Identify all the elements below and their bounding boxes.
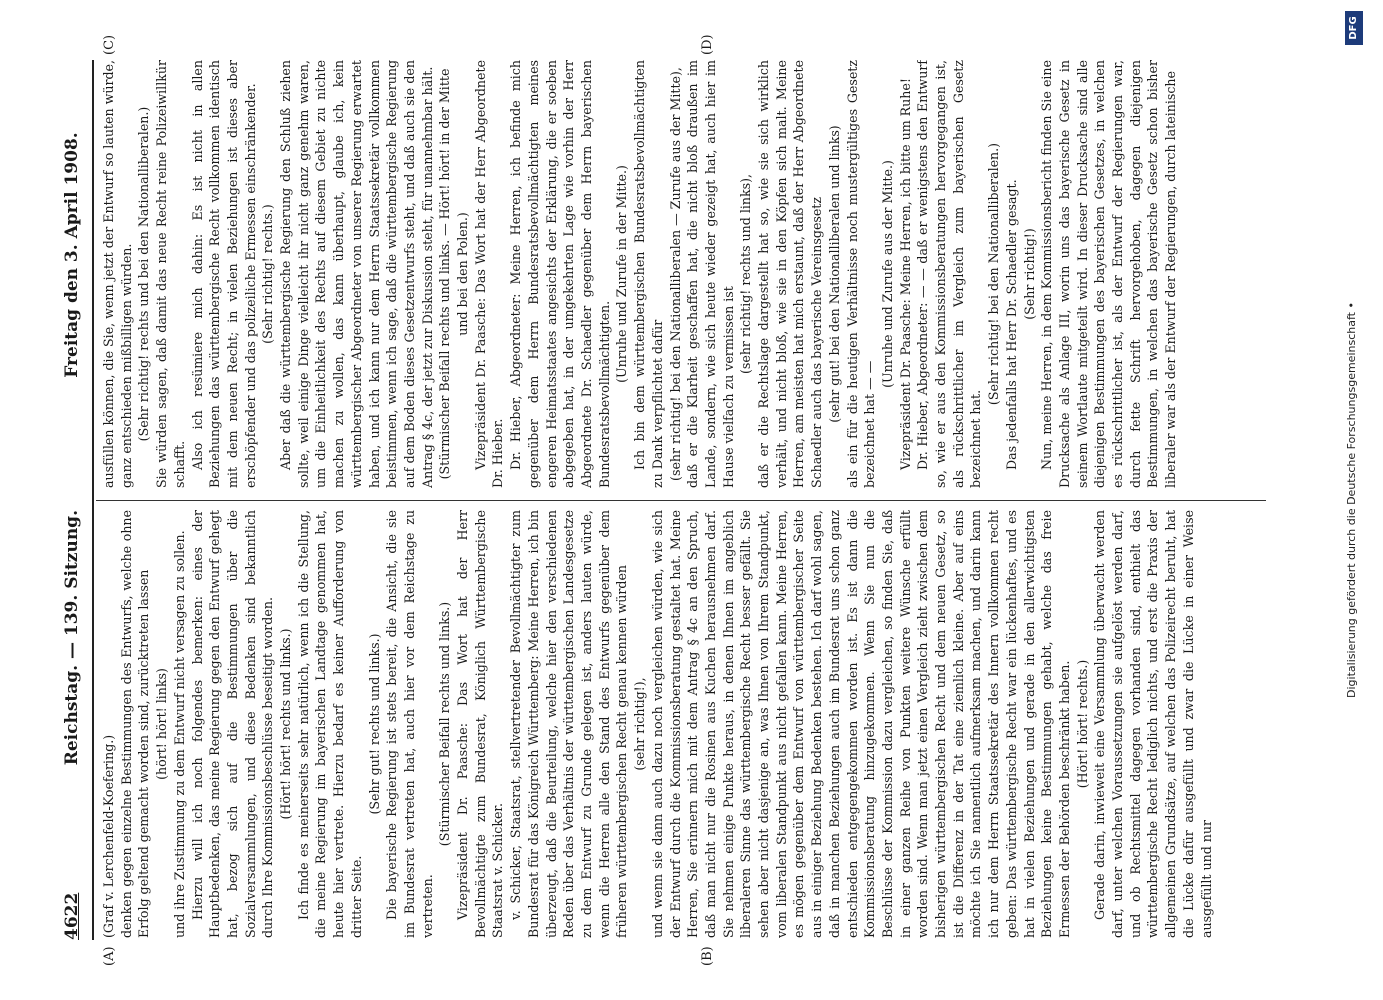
margin-marker-c: (C) xyxy=(102,34,117,55)
interjection: (Sehr richtig! rechts.) xyxy=(260,204,276,344)
speech-paragraph: Dr. Hieber, Abgeordneter: Meine Herren, ich befinde mich gegenüber dem Herrn Bundesratsbevollmächtigten meines engeren Heimatsstaates angesichts der Erklärung, die er soeben abgegeben hat, in der umgekehrten Lage wie vorhin der Herr Abgeordnete Dr. Schaedler gegenüber dem Herrn bayerischen Bundesratsbevollmächtigten. xyxy=(508,60,612,488)
paragraph: daß er die Klarheit geschaffen hat, die nicht bloß draußen im Lande, sondern, wie sich heute wieder gezeigt hat, auch hier im Hause vielfach zu vermissen ist xyxy=(685,60,736,488)
paragraph: Hierzu will ich noch folgendes bemerken: eines der Hauptbedenken, das meine Regierung gegen den Entwurf gehegt hat, bezog sich auf die Bestimmungen über die Sozialversammlungen, und diese Bedenken sind bekanntlich durch Ihre Kommissionsbeschlüsse beseitigt worden. xyxy=(189,510,276,938)
paragraph: Also ich resümiere mich dahin: Es ist nicht in allen Beziehungen das württembergische Recht vollkommen identisch mit dem neuen Recht; in vielen Beziehungen ist dieses aber erschöpfender und das polizeiliche Ermessen einschränkender. xyxy=(189,60,258,488)
margin-marker-d: (D) xyxy=(700,34,715,55)
interjection: (Hört! hört! rechts.) xyxy=(1074,659,1090,789)
interjection: (Sehr gut! rechts und links.) xyxy=(366,633,382,815)
margin-marker-a: (A) xyxy=(102,946,117,966)
interjection: (sehr richtig! rechts und links), xyxy=(738,173,754,375)
interjection: (Stürmischer Beifall rechts und links.) xyxy=(437,601,453,847)
paragraph: Sie würden sagen, daß damit das neue Recht reine Polizeiwillkür schafft. xyxy=(154,60,187,488)
interjection: (sehr richtig!), xyxy=(632,677,648,771)
speaker-announcement: Vizepräsident Dr. Paasche: Das Wort hat der Herr Bevollmächtigte zum Bundesrat, Königlich Württembergische Staatsrat v. Schicker. xyxy=(455,510,506,938)
paragraph: und wenn sie dann auch dazu noch vergleichen würden, wie sich der Entwurf durch die Kommissionsberatung gestaltet hat. Meine Herren, Sie erinnern mich mit dem Antrag § 4c an den Spruch, daß man nicht nur die Rosinen aus Kuchen herausnehmen darf. Sie nehmen einige Punkte heraus, in denen Ihnen im angeblich liberaleren Sinne das württembergische Recht besser gefällt. Sie sehen aber nicht dasjenige an, was Ihnen von Ihrem Standpunkt, vom liberalen Standpunkt aus nicht gefallen kann. Meine Herren, es mögen gegenüber dem Entwurf von württembergischer Seite aus in einiger Beziehung Bedenken bestehen. Ich darf wohl sagen, daß in manchen Beziehungen auch im Bundesrat uns schon ganz entschieden entgegengekommen worden ist. Es ist dann die Kommissionsberatung hinzugekommen. Wenn Sie nun die Beschlüsse der Kommission dazu vergleichen, so finden Sie, daß in einer ganzen Reihe von Punkten weitere Wünsche erfüllt worden sind. Wenn man jetzt einen Vergleich zieht zwischen dem bisherigen württembergischen Recht und dem neuen Gesetz, so ist die Differenz in der Tat eine ziemlich kleine. Aber auf eins möchte ich Sie namentlich aufmerksam machen, und darin kann ich nur dem Herrn Staatssekretär des Innern vollkommen recht geben: Das württembergische Recht war ein lückenhaftes, und es hat in vielen Beziehungen und gerade in den allerwichtigsten Beziehungen keine Bestimmungen gehabt, welche das freie Ermessen der Behörden beschränkt haben. xyxy=(649,510,1072,938)
page-header xyxy=(62,60,88,940)
interjection: (sehr richtig! bei den Nationalliberalen — Zurufe aus der Mitte), xyxy=(667,67,683,481)
speaker-continued: (Graf v. Lerchenfeld-Koefering.) xyxy=(101,734,116,938)
speaker-announcement: Vizepräsident Dr. Paasche: Das Wort hat der Herr Abgeordnete Dr. Hieber. xyxy=(472,60,506,488)
interjection: (Sehr richtig!) xyxy=(1021,228,1037,320)
column-divider xyxy=(96,500,1266,501)
interjection: (Hört! hört! rechts und links.) xyxy=(278,628,294,820)
interjection: (hört! hört! links) xyxy=(154,668,170,780)
paragraph: als ein für die heutigen Verhältnisse noch mustergültiges Gesetz bezeichnet hat — — xyxy=(844,60,878,488)
interjection: (Unruhe und Zurufe aus der Mitte.) xyxy=(879,160,895,388)
left-column xyxy=(100,510,1260,938)
paragraph: ausfüllen können, die Sie, wenn jetzt der Entwurf so lauten würde, ganz entschieden mißbilligen würden. xyxy=(101,60,134,488)
paragraph: Ich finde es meinerseits sehr natürlich, wenn ich die Stellung, die meine Regierung im bayerischen Landtage genommen hat, heute hier vertrete. Hierzu bedarf es keiner Aufforderung von dritter Seite. xyxy=(295,510,364,938)
speaker-announcement: Vizepräsident Dr. Paasche: Meine Herren, ich bitte um Ruhe! xyxy=(897,78,913,470)
interjection: (Sehr richtig! bei den Nationalliberalen.) xyxy=(986,142,1002,406)
right-column xyxy=(100,60,1260,488)
digitization-credit: Digitalisierung gefördert durch die Deutsche Forschungsgemeinschaft • xyxy=(1345,302,1358,698)
paragraph: Gerade darin, inwieweit eine Versammlung überwacht werden darf, unter welchen Voraussetzungen sie aufgelöst werden darf, und ob Rechtsmittel dagegen vorhanden sind, enthielt das württembergische Recht lediglich nichts, und erst die Praxis der allgemeinen Grundsätze, auf welchen das Polizeirecht beruht, hat die Lücke dafür ausgefüllt und zwar die Lücke in einer Weise ausgefüllt und nur xyxy=(1092,510,1214,938)
paragraph: daß er die Rechtslage dargestellt hat so, wie sie sich wirklich verhält, und nicht bloß, wie sie in den Köpfen sich malt. Meine Herren, am meisten hat mich erstaunt, daß der Herr Abgeordnete Schaedler auch das bayerische Vereinsgesetz xyxy=(756,60,825,488)
speech-paragraph: v. Schicker, Staatsrat, stellvertretender Bevollmächtigter zum Bundesrat für das Königreich Württemberg: Meine Herren, ich bin überzeugt, daß die Beurteilung, welche hier den verschiedenen Reden über das Verhältnis der württembergischen Landesgesetze zu dem Entwurf zu Grunde gelegen ist, anders lauten würde, wenn die Herren alle den Stand des Entwurfs gegenüber dem früheren württembergischen Recht genau kennen würden xyxy=(508,510,630,938)
paragraph: denken gegen einzelne Bestimmungen des Entwurfs, welche ohne Erfolg geltend gemacht worden sind, zurücktreten lassen xyxy=(118,510,152,938)
interjection: (Stürmischer Beifall rechts und links. — Hört! hört! in der Mitte und bei den Polen.) xyxy=(437,68,471,480)
paragraph: Die bayerische Regierung ist stets bereit, die Ansicht, die sie im Bundesrat vertreten hat, auch hier vor dem Reichstage zu vertreten. xyxy=(384,510,435,938)
dfg-logo: DFG xyxy=(1345,11,1363,45)
session-date: Freitag den 3. April 1908. xyxy=(62,132,82,378)
paragraph: Ich bin dem württembergischen Bundesratsbevollmächtigten zu Dank verpflichtet dafür xyxy=(632,60,665,488)
interjection: (Sehr richtig! rechts und bei den Nationalliberalen.) xyxy=(136,106,152,442)
margin-marker-b: (B) xyxy=(700,946,715,966)
speech-paragraph: Dr. Hieber, Abgeordneter: — — daß er wenigstens den Entwurf so, wie er aus den Kommissionsberatungen hervorgegangen ist, als rückschrittlicher im Vergleich zum bayerischen Gesetz bezeichnet hat. xyxy=(915,60,984,488)
session-title: Reichstag. — 139. Sitzung. xyxy=(62,510,82,766)
interjection: (Unruhe und Zurufe in der Mitte.) xyxy=(614,165,630,383)
page-number: 4622 xyxy=(62,892,82,940)
paragraph: und ihre Zustimmung zu dem Entwurf nicht versagen zu sollen. xyxy=(171,530,187,938)
paragraph: Aber daß die württembergische Regierung den Schluß ziehen sollte, weil einige Dinge vielleicht ihr nicht ganz genehm waren, um die Einheitlichkeit des Rechts auf diesem Gebiet zu nichte machen zu wollen, das kann überhaupt, glaube ich, kein württembergischer Abgeordneter von unserer Regierung erwartet haben, und ich kann nur dem Herrn Staatssekretär vollkommen beistimmen, wenn ich sage, daß die württembergische Regierung auf dem Boden dieses Gesetzentwurfs steht, und daß auch sie den Antrag § 4c, der jetzt zur Diskussion steht, für unannehmbar hält. xyxy=(278,60,435,488)
header-rule xyxy=(92,60,94,940)
paragraph: Das jedenfalls hat Herr Dr. Schaedler gesagt. xyxy=(1003,179,1019,470)
paragraph: Nun, meine Herren, in dem Kommissionsbericht finden Sie eine Drucksache als Anlage III, worin uns das bayerische Gesetz in seinem Wortlaute mitgeteilt wird. In dieser Drucksache sind alle diejenigen Bestimmungen des bayerischen Gesetzes, in welchen es rückschrittlicher ist, als der Entwurf der Regierungen war, durch fette Schrift hervorgehoben, dagegen diejenigen Bestimmungen, in welchen das bayerische Gesetz schon bisher liberaler war als der Entwurf der Regierungen, durch lateinische xyxy=(1039,60,1179,488)
interjection: (sehr gut! bei den Nationalliberalen und links) xyxy=(826,125,842,423)
